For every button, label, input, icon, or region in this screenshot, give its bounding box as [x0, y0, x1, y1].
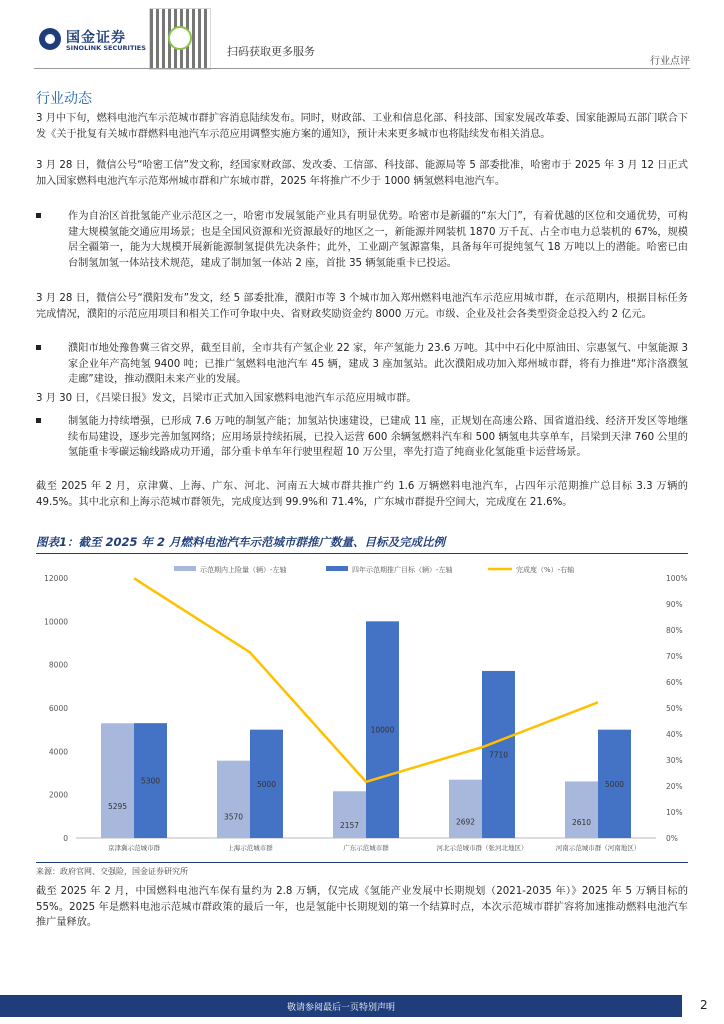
- y-right-tick-label: 10%: [666, 808, 683, 817]
- bar-value-label: 7710: [488, 750, 509, 760]
- qr-caption: 扫码获取更多服务: [227, 45, 315, 58]
- bullet-icon: [36, 213, 41, 218]
- y-right-tick-label: 20%: [666, 782, 683, 791]
- figure-source: 来源：政府官网、交强险，国金证券研究所: [36, 867, 188, 876]
- bullet-icon: [36, 418, 41, 423]
- y-left-tick-label: 6000: [48, 704, 68, 713]
- y-right-tick-label: 90%: [666, 600, 683, 609]
- bullet-item-lvliang: [36, 414, 688, 461]
- bar-online: [565, 781, 598, 838]
- y-right-tick-label: 50%: [666, 704, 683, 713]
- bullet-item-puyang: [36, 341, 688, 388]
- header-divider: [34, 68, 690, 69]
- bar-online: [449, 780, 482, 838]
- bar-online: [217, 761, 250, 838]
- y-left-tick-label: 0: [63, 834, 68, 843]
- page-number: 2: [700, 998, 708, 1012]
- legend-label-online: 示范期内上险量（辆）-左轴: [200, 566, 287, 574]
- legend-swatch-target: [326, 566, 348, 571]
- paragraph-1: 3 月中下旬，燃料电池汽车示范城市群扩容消息陆续发布。同时，财政部、工业和信息化部、科技部、国家发展改革委、国家能源局五部门联合下发《关于批复有关城市群燃料电池汽车示范应用调整实施方案的通知》，预计未来更多城市也将陆续发布相关消息。: [36, 113, 688, 140]
- footer-disclaimer[interactable]: 敬请参阅最后一页特别声明: [286, 1003, 395, 1013]
- y-left-tick-label: 4000: [48, 747, 68, 757]
- bullet-text: 制氢能力持续增强，已形成 7.6 万吨的制氢产能；加氢站快速建设，已建成 11 座，正规划在高速公路、国省道沿线、经济开发区等地继续布局建设，逐步完善加氢网络；应用场景持续拓展，已投入运营 600 余辆氢燃料汽车和 500 辆氢电共享单车，吕梁到天津 760 公里的氢能重卡零碳运输线路成功开通，部分重卡单车年行驶里程超 10 万公里，率先打造了纯商业化氢能重卡运营场景。: [68, 416, 688, 458]
- y-right-tick-label: 0%: [666, 834, 678, 843]
- figure-title: 图表1：截至 2025 年 2 月燃料电池汽车示范城市群推广数量、目标及完成比例: [36, 535, 446, 549]
- chart-legend: [174, 565, 574, 574]
- legend-label-completion: 完成度（%）-右轴: [516, 566, 575, 574]
- bar-value-label: 2157: [339, 820, 360, 830]
- paragraph-5: 截至 2025 年 2 月，京津冀、上海、广东、河北、河南五大城市群共推广约 1.6 万辆燃料电池汽车，占四年示范期推广总目标 3.3 万辆的 49.5%。其中北京和上海示范城市群领先，完成度达到 99.9%和 71.4%，广东城市群提升空间大，完成度在 21.6%。: [36, 481, 688, 508]
- page-header: [0, 0, 724, 70]
- bar-value-label: 3570: [223, 812, 244, 822]
- sinolink-logo-icon: [39, 28, 61, 50]
- bar-value-label: 5000: [256, 779, 277, 789]
- bar-online: [101, 723, 134, 838]
- x-category-label: 河北示范城市群（张河北地区）: [436, 844, 528, 852]
- x-category-label: 广东示范城市群: [343, 844, 389, 852]
- legend-label-target: 四年示范期推广目标（辆）-左轴: [352, 566, 453, 574]
- y-left-tick-label: 12000: [44, 574, 68, 583]
- bullet-text: 作为自治区首批氢能产业示范区之一，哈密市发展氢能产业具有明显优势。哈密市是新疆的“东大门”，有着优越的区位和交通优势，可构建大规模氢能交通应用场景；也是全国风资源和光资源最好的地区之一，新能源并网装机 1870 万千瓦、占全市电力总装机的 67%，规模居全疆第一，能为大规模开展新能源制氢提供先决条件；此外，工业副产氢源富集，具备每年可提纯氢气 18 万吨以上的潜能。哈密已由台制氢加氢一体站技术规范，建成了制加氢一体站 2 座，首批 35 辆氢能重卡已投运。: [68, 211, 688, 269]
- legend-swatch-online: [174, 566, 196, 571]
- y-right-tick-label: 60%: [666, 678, 683, 687]
- bullet-text: 濮阳市地处豫鲁冀三省交界，截至目前，全市共有产氢企业 22 家，年产氢能力 23.6 万吨。其中中石化中原油田、宗惠氢气、中氢能源 3 家企业年产高纯氢 9400 吨；已推广氢燃料电池汽车 45 辆，建成 3 座加氢站。此次濮阳成功加入郑州城市群，将有力推进“郑汴洛濮氢走廊”建设，推动濮阳未来产业的发展。: [68, 343, 688, 385]
- bar-value-label: 2692: [455, 817, 476, 827]
- fuel-cell-chart: [36, 560, 696, 860]
- y-left-tick-label: 2000: [48, 790, 68, 800]
- y-right-tick-label: 100%: [666, 574, 688, 583]
- bar-value-label: 5000: [604, 779, 625, 789]
- bar-online: [333, 791, 366, 838]
- figure-title-divider: [36, 553, 688, 554]
- paragraph-4: 3 月 30 日，《吕梁日报》发文，吕梁市正式加入国家燃料电池汽车示范应用城市群。: [36, 393, 417, 404]
- logo-cn: 国金证券: [66, 30, 126, 46]
- bullet-item-hami: [36, 209, 688, 271]
- source-divider: [36, 862, 688, 863]
- y-right-tick-label: 80%: [666, 626, 683, 635]
- x-category-label: 京津冀示范城市群: [108, 844, 160, 852]
- paragraph-6: 截至 2025 年 2 月，中国燃料电池汽车保有量约为 2.8 万辆，仅完成《氢能产业发展中长期规划（2021-2035 年）》2025 年 5 万辆目标的 55%。2025 年是燃料电池示范城市群政策的最后一年，也是氢能中长期规划的第一个结算时点，本次示范城市群扩容将加速推动燃料电池汽车推广量释放。: [36, 886, 688, 928]
- logo-en: SINOLINK SECURITIES: [66, 44, 146, 52]
- bullet-icon: [36, 345, 41, 350]
- bar-value-label: 2610: [571, 818, 592, 828]
- bar-value-label: 5300: [140, 776, 161, 786]
- y-left-tick-label: 8000: [48, 660, 68, 670]
- y-left-tick-label: 10000: [44, 617, 68, 627]
- paragraph-2: 3 月 28 日，微信公号“哈密工信”发文称，经国家财政部、发改委、工信部、科技部、能源局等 5 部委批准，哈密市于 2025 年 3 月 12 日正式加入国家燃料电池汽车示范郑州城市群和广东城市群，2025 年将推广不少于 1000 辆氢燃料电池汽车。: [36, 160, 688, 187]
- qr-center-icon: [168, 26, 192, 50]
- y-right-tick-label: 70%: [666, 652, 683, 661]
- x-category-label: 上海示范城市群: [227, 844, 273, 852]
- paragraph-3: 3 月 28 日，微信公号“濮阳发布”发文，经 5 部委批准，濮阳市等 3 个城市加入郑州燃料电池汽车示范应用城市群，在示范期内，根据目标任务完成情况，濮阳的示范应用项目和相关工作可争取中央、省财政奖励资金约 8000 万元。市级、企业及社会各类型资金总投入约 2 亿元。: [36, 293, 688, 320]
- bar-value-label: 10000: [370, 725, 395, 735]
- bar-value-label: 5295: [107, 801, 128, 811]
- section-title: 行业动态: [36, 91, 92, 107]
- report-type-tag: 行业点评: [650, 56, 690, 67]
- x-category-label: 河南示范城市群（河南地区）: [555, 844, 641, 852]
- y-right-tick-label: 40%: [666, 730, 683, 739]
- y-right-tick-label: 30%: [666, 756, 683, 765]
